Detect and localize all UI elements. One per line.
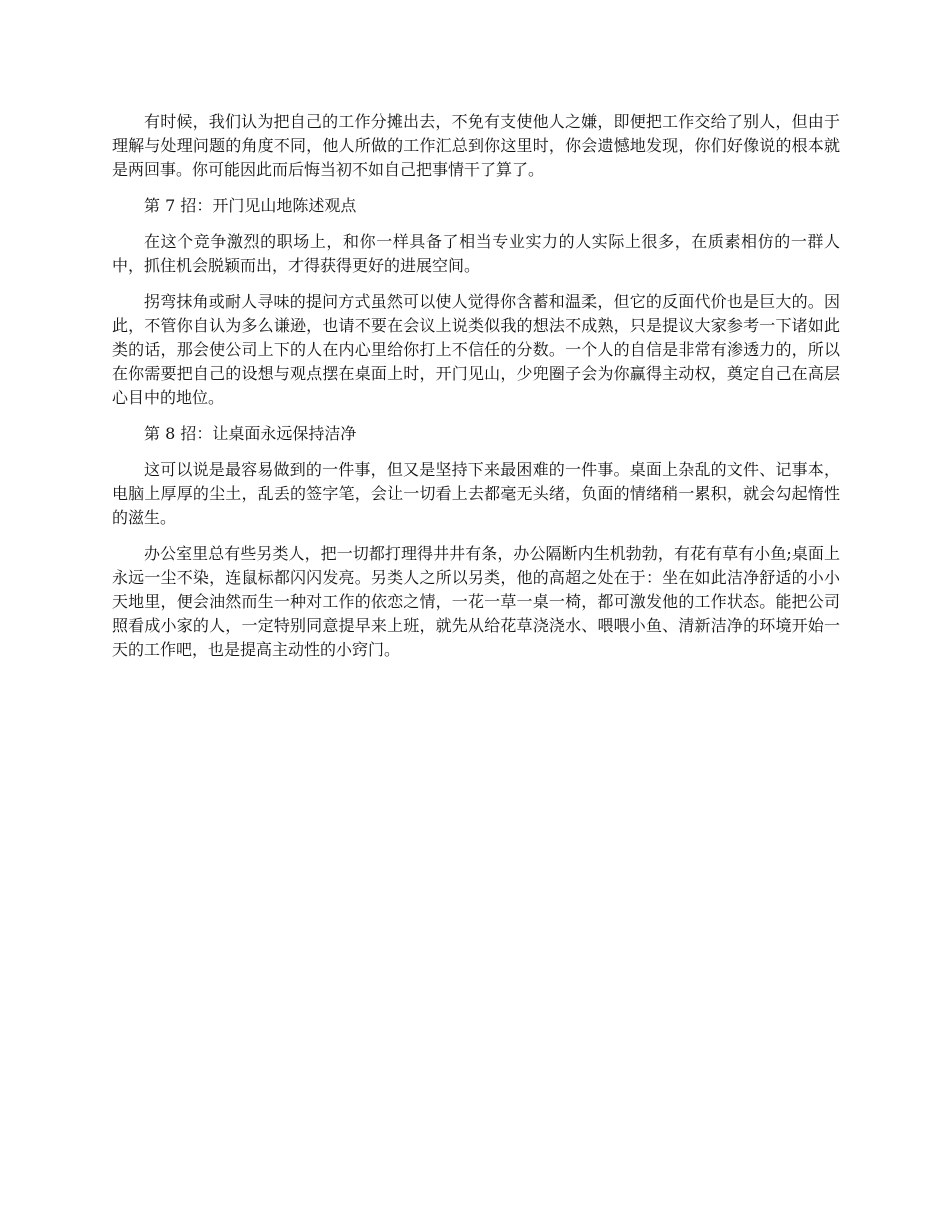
heading-tip-7: 第 7 招：开门见山地陈述观点	[144, 196, 357, 215]
paragraph-delegation: 有时候，我们认为把自己的工作分摊出去，不免有支使他人之嫌，即便把工作交给了别人，但由于理解与处理问题的角度不同，他人所做的工作汇总到你这里时，你会遗憾地发现，你们好像说的根本就是两回事。你可能因此而后悔当初不如自己把事情干了算了。	[112, 112, 840, 179]
paragraph-competition: 在这个竞争激烈的职场上，和你一样具备了相当专业实力的人实际上很多，在质素相仿的一群人中，抓住机会脱颖而出，才得获得更好的进展空间。	[112, 232, 840, 275]
paragraph-clean-desk: 这可以说是最容易做到的一件事，但又是坚持下来最困难的一件事。桌面上杂乱的文件、记事本，电脑上厚厚的尘土，乱丢的签字笔，会让一切看上去都毫无头绪，负面的情绪稍一累积，就会勾起惰性的滋生。	[112, 460, 840, 527]
paragraph-office-people: 办公室里总有些另类人，把一切都打理得井井有条，办公隔断内生机勃勃，有花有草有小鱼;桌面上永远一尘不染，连鼠标都闪闪发亮。另类人之所以另类，他的高超之处在于：坐在如此洁净舒适的小小天地里，便会油然而生一种对工作的依恋之情，一花一草一桌一椅，都可激发他的工作状态。能把公司照看成小家的人，一定特别同意提早来上班，就先从给花草浇浇水、喂喂小鱼、清新洁净的环境开始一天的工作吧，也是提高主动性的小窍门。	[112, 544, 840, 659]
paragraph-direct-speaking: 拐弯抹角或耐人寻味的提问方式虽然可以使人觉得你含蓄和温柔，但它的反面代价也是巨大的。因此，不管你自认为多么谦逊，也请不要在会议上说类似我的想法不成熟，只是提议大家参考一下诸如此类的话，那会使公司上下的人在内心里给你打上不信任的分数。一个人的自信是非常有渗透力的，所以在你需要把自己的设想与观点摆在桌面上时，开门见山，少兜圈子会为你赢得主动权，奠定自己在高层心目中的地位。	[112, 292, 840, 407]
heading-tip-8: 第 8 招：让桌面永远保持洁净	[144, 424, 357, 443]
document-page	[112, 110, 840, 674]
